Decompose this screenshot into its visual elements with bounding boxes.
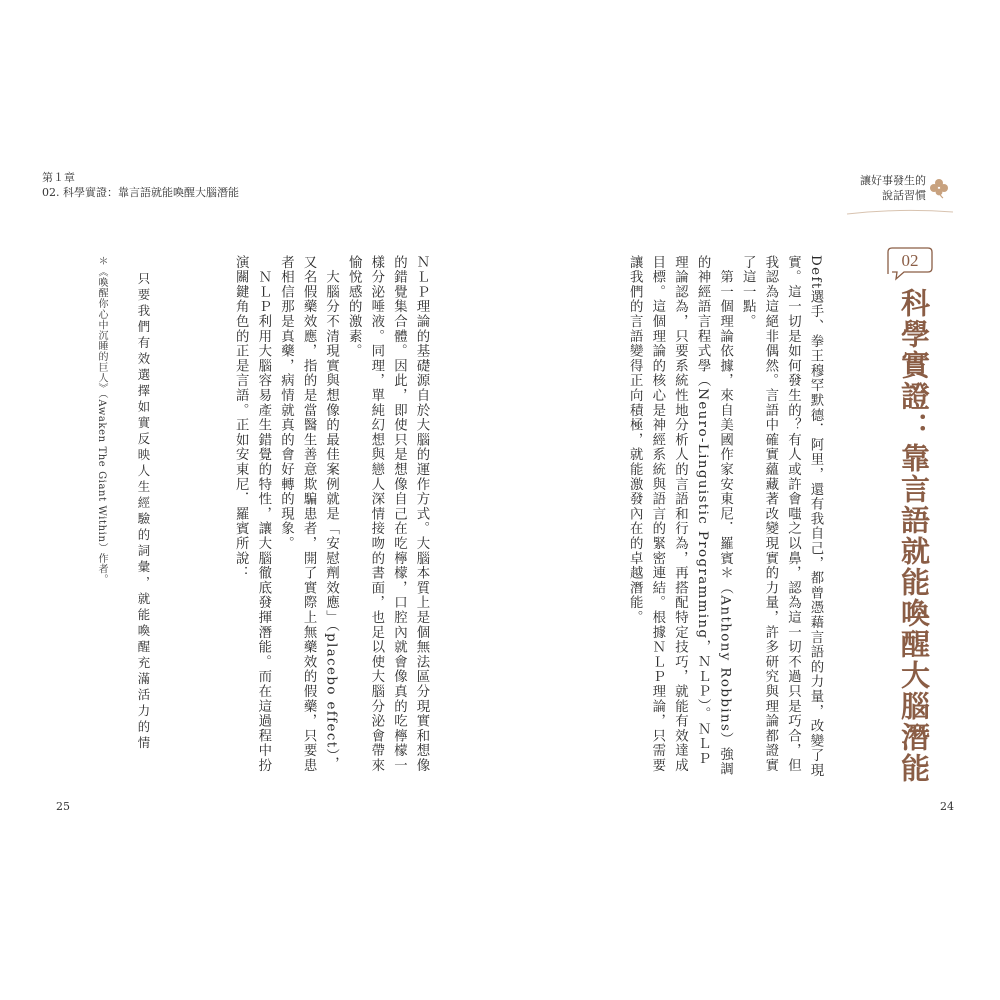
chapter-label: 第１章 (42, 171, 75, 184)
book-title-line1: 讓好事發生的 (860, 174, 926, 187)
chapter-number: 02 (901, 251, 919, 270)
clover-icon (928, 177, 950, 199)
book-title-line2: 說話習慣 (882, 189, 926, 202)
running-header-right (855, 173, 950, 213)
quote-text: 只要我們有效選擇如實反映人生經驗的詞彙，就能喚醒充滿活力的情 (136, 272, 151, 752)
running-header-left (42, 170, 239, 200)
section-label: 02. 科學實證：靠言語就能喚醒大腦潛能 (42, 186, 239, 199)
chapter-title: 科學實證：靠言語就能喚醒大腦潛能 (897, 288, 931, 784)
header-swoosh (845, 208, 955, 216)
body-text-left: ＮＬＰ理論的基礎源自於大腦的運作方式。大腦本質上是個無法區分現實和想像的錯覺集合體。因此，即使只是想像自己在吃檸檬，口腔內就會像真的吃檸檬一樣分泌唾液。同理，單純幻想與戀人深情接吻的書面，也足以使大腦分泌會帶來愉悅感的激素。 大腦分不清現實與想像的最佳案例就是「安慰劑效應」（placebo effect），又名假藥效應，指的是當醫生善意欺騙患者，開了實際上無藥效的假藥，只要患者相信那是真藥，病情就真的會好轉的現象。 ＮＬＰ利用大腦容易產生錯覺的特性，讓大腦徹底發揮潛能。而在這過程中扮演關鍵角色的正是言語。正如安東尼．羅賓所說： (233, 255, 429, 773)
body-text-right: Deft選手、拳王穆罕默德．阿里，還有我自己，都曾憑藉言語的力量，改變了現實。這一切是如何發生的？有人或許會嗤之以鼻，認為這一切不過只是巧合，但我認為這絕非偶然。言語中確實蘊藏著改變現實的力量，許多研究與理論都證實了這一點。 第一個理論依據，來自美國作家安東尼．羅賓＊（Anthony Robbins）強調的神經語言程式學（Neuro-Linguistic Programming，ＮＬＰ）。ＮＬＰ理論認為，只要系統性地分析人的言語和行為，再搭配特定技巧，就能有效達成目標。這個理論的核心是神經系統與語言的緊密連結。根據ＮＬＰ理論，只需要讓我們的言語變得正向積極，就能激發內在的卓越潛能。 (627, 255, 823, 778)
page-number-left: 25 (56, 800, 70, 813)
page-number-right: 24 (940, 800, 954, 813)
footnote: ＊《喚醒你心中沉睡的巨人》（Awaken The Giant Within）作者。 (96, 256, 107, 585)
chapter-number-badge (882, 246, 938, 282)
